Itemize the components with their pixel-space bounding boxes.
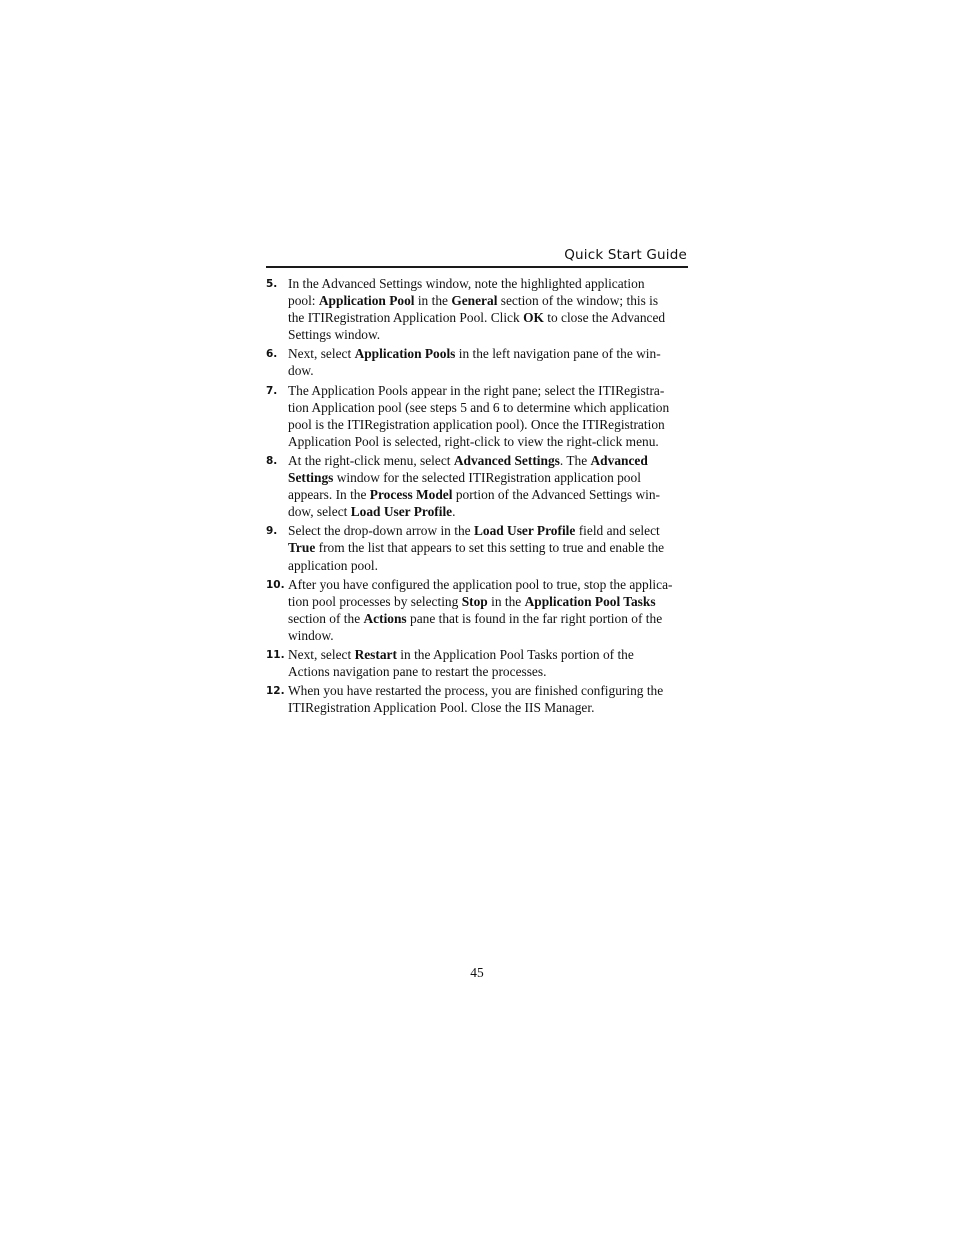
text-run: The Application Pools appear in the right pane; select the ITIRegistra- <box>288 382 665 398</box>
step-number: 12. <box>266 685 285 698</box>
text-run: in the left navigation pane of the win- <box>455 346 661 362</box>
step-text <box>288 682 690 716</box>
step-text-line <box>288 522 690 539</box>
step-text-line <box>288 503 690 520</box>
step-text <box>288 576 690 644</box>
bold-term: Settings <box>288 470 334 486</box>
text-run: dow. <box>288 363 314 379</box>
text-run: pool: <box>288 293 319 309</box>
text-run: field and select <box>575 523 660 539</box>
instruction-step <box>266 275 690 343</box>
step-text-line <box>288 416 690 433</box>
step-number: 8. <box>266 454 278 467</box>
page-header <box>266 244 688 268</box>
text-run: At the right-click menu, select <box>288 452 454 468</box>
step-text-line <box>288 275 690 292</box>
step-text-line <box>288 557 690 574</box>
text-run: dow, select <box>288 504 351 520</box>
text-run: Actions navigation pane to restart the processes. <box>288 664 547 680</box>
text-run: to close the Advanced <box>543 310 666 326</box>
text-run: the ITIRegistration Application Pool. Click <box>288 310 524 326</box>
step-number: 9. <box>266 525 278 538</box>
text-run: in the Application Pool Tasks portion of the <box>396 646 634 662</box>
text-run: application pool. <box>288 557 378 573</box>
step-text-line <box>288 593 690 610</box>
step-text-line <box>288 682 690 699</box>
step-text-line <box>288 663 690 680</box>
bold-term: True <box>288 540 316 556</box>
step-number: 7. <box>266 384 278 397</box>
text-run: tion pool processes by selecting <box>288 593 462 609</box>
step-text-line <box>288 399 690 416</box>
bold-term: Stop <box>461 593 488 609</box>
text-run: from the list that appears to set this setting to true and enable the <box>315 540 665 556</box>
text-run: section of the window; this is <box>497 293 659 309</box>
step-text-line <box>288 362 690 379</box>
text-run: tion Application pool (see steps 5 and 6 to determine which application <box>288 399 670 415</box>
text-run: in the <box>414 293 452 309</box>
instruction-step <box>266 522 690 573</box>
step-text-line <box>288 292 690 309</box>
text-run: portion of the Advanced Settings win- <box>452 487 661 503</box>
instruction-step <box>266 682 690 716</box>
text-run: Next, select <box>288 646 355 662</box>
step-text <box>288 382 690 450</box>
instruction-step <box>266 576 690 644</box>
text-run: Select the drop-down arrow in the <box>288 523 474 539</box>
step-text <box>288 345 690 379</box>
bold-term: Advanced <box>590 452 648 468</box>
text-run: pool is the ITIRegistration application pool). Once the ITIRegistration <box>288 416 665 432</box>
text-run: window for the selected ITIRegistration application pool <box>333 470 641 486</box>
bold-term: Restart <box>354 646 397 662</box>
bold-term: Load User Profile <box>473 523 576 539</box>
bold-term: Process Model <box>369 487 453 503</box>
text-run: pane that is found in the far right portion of the <box>406 610 663 626</box>
step-text-line <box>288 576 690 593</box>
step-text-line <box>288 309 690 326</box>
step-number: 10. <box>266 578 285 591</box>
header-title: Quick Start Guide <box>564 247 687 263</box>
instruction-step <box>266 452 690 520</box>
text-run: appears. In the <box>288 487 370 503</box>
step-text <box>288 646 690 680</box>
bold-term: Actions <box>363 610 407 626</box>
step-text-line <box>288 345 690 362</box>
bold-term: Advanced Settings <box>453 452 560 468</box>
text-run: Application Pool is selected, right-click to view the right-click menu. <box>288 433 659 449</box>
text-run: ITIRegistration Application Pool. Close the IIS Manager. <box>288 700 595 716</box>
step-number: 6. <box>266 348 278 361</box>
bold-term: Application Pools <box>354 346 456 362</box>
text-run: When you have restarted the process, you are finished configuring the <box>288 683 664 699</box>
text-run: section of the <box>288 610 364 626</box>
step-text <box>288 275 690 343</box>
step-text-line <box>288 699 690 716</box>
step-text-line <box>288 469 690 486</box>
text-run: . <box>452 504 456 520</box>
text-run: window. <box>288 627 334 643</box>
step-number: 5. <box>266 278 278 290</box>
bold-term: Application Pool <box>318 293 415 309</box>
step-text-line <box>288 539 690 556</box>
instruction-steps-list <box>266 275 690 718</box>
text-run: After you have configured the application pool to true, stop the applica- <box>288 576 673 592</box>
step-text-line <box>288 627 690 644</box>
step-text-line <box>288 452 690 469</box>
step-text <box>288 452 690 520</box>
bold-term: OK <box>523 310 544 326</box>
text-run: Settings window. <box>288 327 381 343</box>
step-text-line <box>288 486 690 503</box>
step-text-line <box>288 382 690 399</box>
text-run: in the <box>487 593 525 609</box>
text-run: In the Advanced Settings window, note the highlighted application <box>288 276 645 291</box>
bold-term: Load User Profile <box>350 504 453 520</box>
bold-term: General <box>451 293 498 309</box>
instruction-step <box>266 382 690 450</box>
step-text-line <box>288 433 690 450</box>
step-text-line <box>288 646 690 663</box>
step-text-line <box>288 610 690 627</box>
step-text-line <box>288 326 690 343</box>
text-run: . The <box>559 452 591 468</box>
step-number: 11. <box>266 648 285 661</box>
instruction-step <box>266 646 690 680</box>
step-text <box>288 522 690 573</box>
instruction-step <box>266 345 690 379</box>
text-run: Next, select <box>288 346 355 362</box>
bold-term: Application Pool Tasks <box>524 593 656 609</box>
page-number: 45 <box>470 965 484 980</box>
